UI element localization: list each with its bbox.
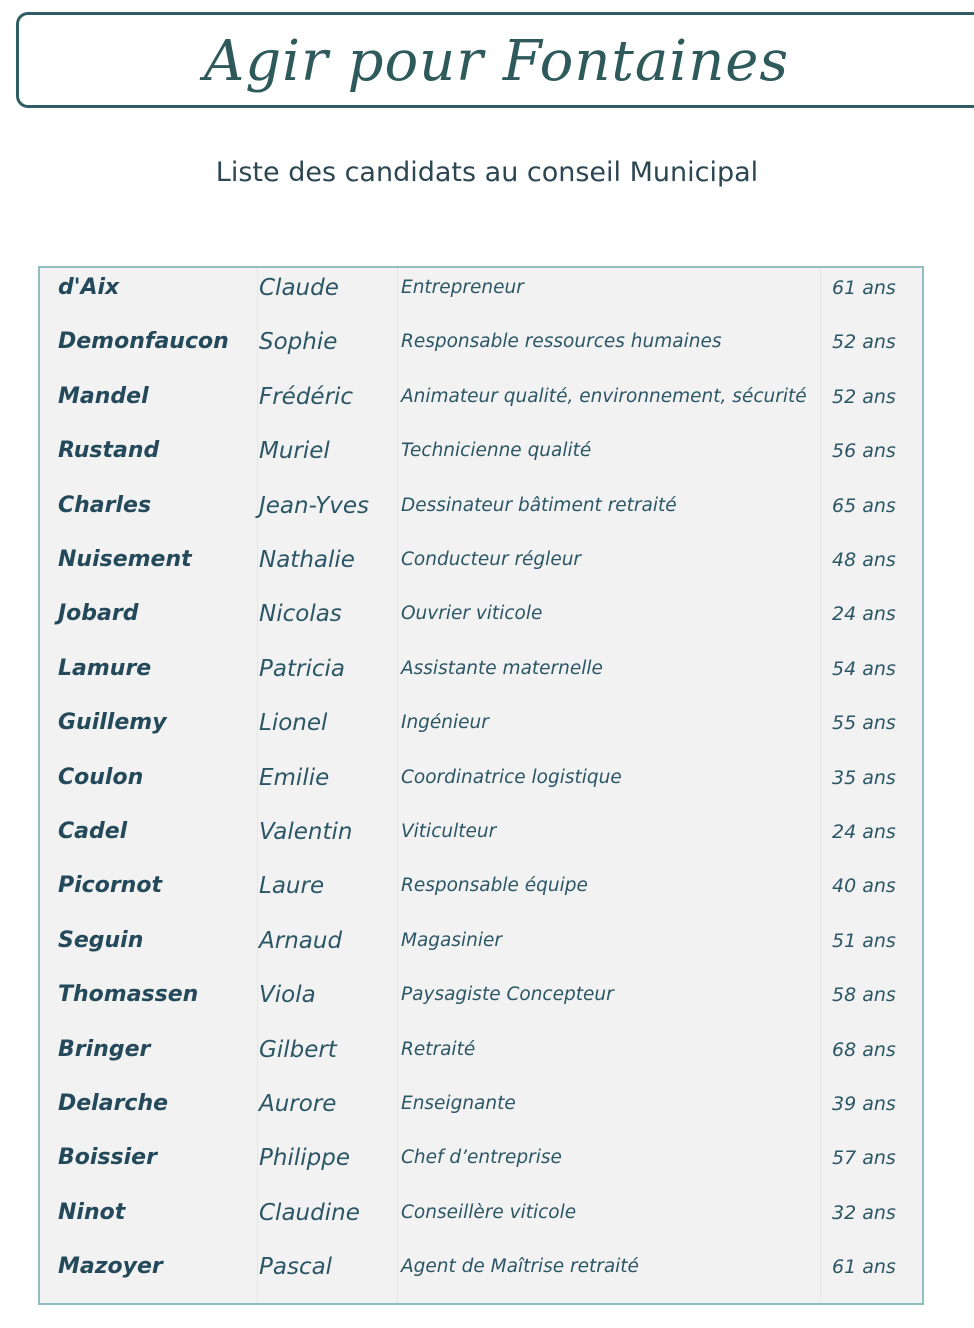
candidate-last-name: d'Aix (58, 275, 120, 300)
candidate-age: 68 ans (832, 1038, 896, 1061)
candidate-first-name: Frédéric (259, 383, 354, 410)
list-item (40, 1193, 922, 1247)
candidate-age: 24 ans (832, 603, 896, 626)
candidate-last-name: Guillemy (58, 710, 167, 736)
list-item (40, 377, 922, 431)
candidate-age: 52 ans (832, 385, 896, 408)
candidate-occupation: Coordinatrice logistique (401, 766, 622, 788)
list-item (40, 649, 922, 703)
candidate-last-name: Coulon (58, 764, 144, 790)
list-item (40, 486, 922, 540)
candidate-age: 58 ans (832, 984, 896, 1007)
candidate-last-name: Cadel (58, 819, 128, 844)
candidate-first-name: Nathalie (259, 547, 355, 573)
candidate-age: 65 ans (832, 494, 896, 517)
candidate-age: 52 ans (832, 331, 896, 354)
candidate-last-name: Jobard (58, 601, 139, 627)
candidate-occupation: Retraité (401, 1038, 476, 1060)
candidate-last-name: Delarche (58, 1091, 169, 1116)
list-item (40, 540, 922, 594)
title-box (16, 12, 974, 108)
candidate-first-name: Gilbert (259, 1036, 337, 1063)
candidate-occupation: Ouvrier viticole (401, 603, 543, 625)
list-item (40, 812, 922, 866)
candidate-list (38, 266, 924, 1305)
candidate-age: 56 ans (832, 440, 896, 463)
list-item (40, 866, 922, 920)
list-item (40, 322, 922, 376)
candidate-last-name: Lamure (58, 655, 152, 681)
candidate-age: 54 ans (832, 657, 896, 680)
candidate-occupation: Animateur qualité, environnement, sécurité (401, 385, 807, 407)
candidate-occupation: Paysagiste Concepteur (401, 984, 614, 1006)
candidate-occupation: Conducteur régleur (401, 549, 582, 570)
list-item (40, 921, 922, 975)
candidate-first-name: Laure (259, 873, 325, 900)
candidate-age: 32 ans (832, 1201, 896, 1224)
candidate-last-name: Ninot (58, 1199, 126, 1225)
candidate-occupation: Responsable équipe (401, 875, 588, 897)
candidate-occupation: Conseillère viticole (401, 1201, 577, 1223)
candidate-occupation: Responsable ressources humaines (401, 331, 722, 353)
candidate-last-name: Bringer (58, 1036, 151, 1062)
candidate-occupation: Magasinier (401, 929, 503, 951)
candidate-age: 51 ans (832, 929, 896, 952)
candidate-first-name: Arnaud (259, 927, 343, 954)
list-item (40, 1247, 922, 1301)
candidate-first-name: Valentin (259, 819, 353, 845)
candidate-last-name: Picornot (58, 873, 162, 899)
candidate-age: 48 ans (832, 549, 896, 571)
candidate-first-name: Sophie (259, 329, 338, 356)
candidate-age: 55 ans (832, 712, 896, 735)
page-subtitle: Liste des candidats au conseil Municipal (215, 157, 759, 188)
list-item (40, 758, 922, 812)
candidate-occupation: Ingénieur (401, 712, 489, 734)
candidate-age: 35 ans (832, 766, 896, 789)
list-item (40, 703, 922, 757)
candidate-occupation: Viticulteur (401, 821, 497, 842)
candidate-occupation: Assistante maternelle (401, 657, 603, 679)
candidate-first-name: Nicolas (259, 601, 342, 628)
candidate-first-name: Aurore (259, 1091, 337, 1117)
candidate-first-name: Jean-Yves (259, 492, 370, 519)
page-title: Agir pour Fontaines (203, 29, 790, 94)
list-item (40, 1138, 922, 1192)
candidate-first-name: Lionel (259, 710, 328, 737)
list-item (40, 1084, 922, 1138)
candidate-first-name: Pascal (259, 1254, 333, 1281)
candidate-first-name: Viola (259, 982, 316, 1009)
candidate-last-name: Mazoyer (58, 1254, 163, 1280)
candidate-last-name: Boissier (58, 1145, 157, 1171)
candidate-age: 24 ans (832, 821, 896, 843)
candidate-last-name: Rustand (58, 438, 160, 464)
candidate-age: 61 ans (832, 277, 896, 299)
list-item (40, 1030, 922, 1084)
candidate-first-name: Muriel (259, 438, 330, 465)
candidate-age: 40 ans (832, 875, 896, 898)
list-item (40, 975, 922, 1029)
candidate-first-name: Patricia (259, 655, 345, 682)
candidate-last-name: Nuisement (58, 547, 192, 572)
candidate-last-name: Thomassen (58, 982, 199, 1008)
candidate-occupation: Chef d’entreprise (401, 1147, 562, 1169)
candidate-first-name: Claude (259, 275, 339, 301)
candidate-first-name: Philippe (259, 1145, 350, 1172)
candidate-age: 57 ans (832, 1147, 896, 1170)
candidate-first-name: Claudine (259, 1199, 360, 1226)
candidate-last-name: Demonfaucon (58, 329, 229, 355)
candidate-occupation: Entrepreneur (401, 277, 524, 298)
list-item (40, 594, 922, 648)
candidate-occupation: Enseignante (401, 1093, 516, 1114)
candidate-last-name: Charles (58, 492, 152, 518)
list-item (40, 268, 922, 322)
candidate-age: 61 ans (832, 1256, 896, 1279)
candidate-last-name: Mandel (58, 383, 149, 409)
candidate-occupation: Dessinateur bâtiment retraité (401, 494, 677, 516)
candidate-first-name: Emilie (259, 764, 330, 791)
list-item (40, 431, 922, 485)
candidate-occupation: Technicienne qualité (401, 440, 592, 462)
candidate-occupation: Agent de Maîtrise retraité (401, 1256, 639, 1278)
candidate-age: 39 ans (832, 1093, 896, 1115)
candidate-last-name: Seguin (58, 927, 144, 953)
